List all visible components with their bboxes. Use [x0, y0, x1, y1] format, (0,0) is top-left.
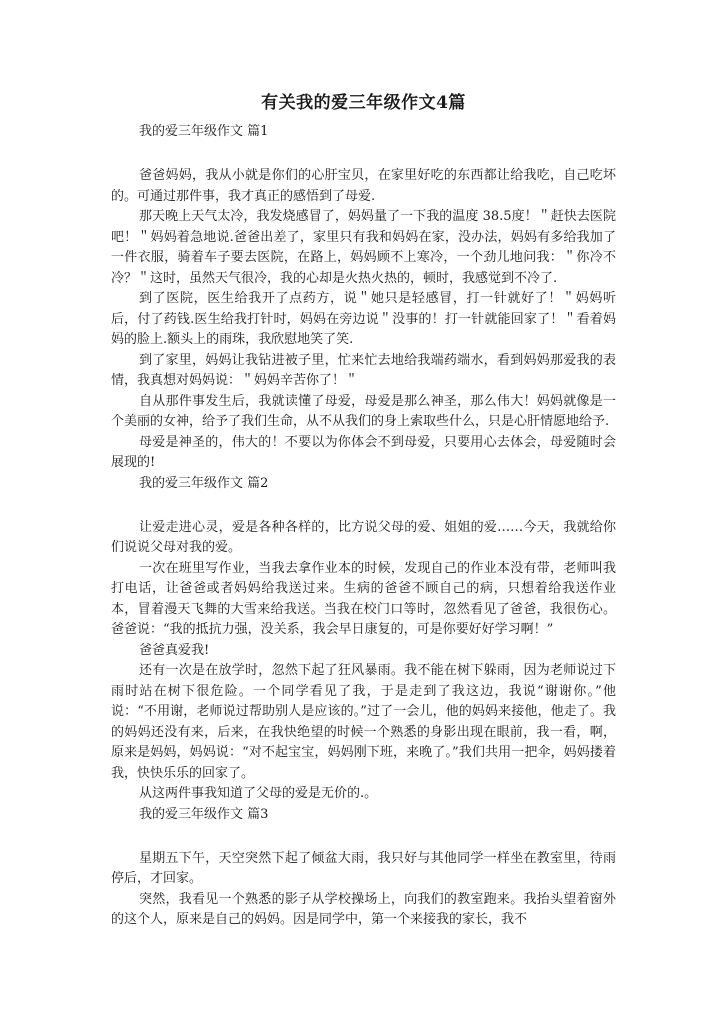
paragraph: 爸爸真爱我! [139, 642, 210, 658]
paragraph: 星期五下午，天空突然下起了倾盆大雨，我只好与其他同学一样坐在教室里，待雨停后，才回家。 [111, 850, 616, 886]
paragraph: 爸爸妈妈，我从小就是你们的心肝宝贝，在家里好吃的东西都让给我吃，自己吃坏的。可通过那件事，我才真正的感悟到了母爱. [111, 168, 616, 204]
paragraph: 突然，我看见一个熟悉的影子从学校操场上，向我们的教室跑来。我抬头望着窗外的这个人，原来是自己的妈妈。因是同学中，第一个来接我的家长，我不 [111, 891, 616, 927]
document-page [111, 92, 616, 931]
paragraph: 到了医院，医生给我开了点药方，说＂她只是轻感冒，打一针就好了！＂妈妈听后，付了药钱.医生给我打针时，妈妈在旁边说＂没事的！打一针就能回家了！＂看着妈妈的脸上.额头上的雨珠，我欣慰地笑了笑. [111, 291, 616, 347]
paragraph: 那天晚上天气太冷，我发烧感冒了，妈妈量了一下我的温度 38.5度！＂赶快去医院吧！＂妈妈着急地说.爸爸出差了，家里只有我和妈妈在家，没办法，妈妈有多给我加了一件衣服，骑着车子要去医院，在路上，妈妈顾不上寒冷，一个劲儿地问我：＂你冷不冷？＂这时，虽然天气很冷，我的心却是火热火热的，顿时，我感觉到不冷了. [111, 209, 616, 286]
section-gap [111, 825, 616, 849]
paragraph: 让爱走进心灵，爱是各种各样的，比方说父母的爱、姐姐的爱……今天，我就给你们说说父母对我的爱。 [111, 519, 616, 555]
document-title: 有关我的爱三年级作文4篇 [261, 93, 466, 113]
section-heading-1: 我的爱三年级作文 篇1 [139, 124, 269, 139]
section-gap [111, 142, 616, 166]
paragraph: 还有一次是在放学时，忽然下起了狂风暴雨。我不能在树下躲雨，因为老师说过下雨时站在树下很危险。一个同学看见了我，于是走到了我这边，我说“谢谢你。”他说：“不用谢，老师说过帮助别人是应该的。”过了一会儿，他的妈妈来接他，他走了。我的妈妈还没有来，后来，在我快绝望的时候一个熟悉的身影出现在眼前，我一看，啊，原来是妈妈，妈妈说：“对不起宝宝，妈妈刚下班，来晚了。”我们共用一把伞，妈妈搂着我，快快乐乐的回家了。 [111, 663, 616, 781]
section-heading-2: 我的爱三年级作文 篇2 [139, 475, 269, 491]
section-heading-3: 我的爱三年级作文 篇3 [139, 806, 269, 822]
paragraph: 自从那件事发生后，我就读懂了母爱，母爱是那么神圣，那么伟大！妈妈就像是一个美丽的女神，给予了我们生命，从不从我们的身上索取些什么，只是心肝情愿地给予. [111, 393, 616, 429]
section-gap [111, 494, 616, 518]
paragraph: 到了家里，妈妈让我钻进被子里，忙来忙去地给我端药端水，看到妈妈那爱我的表情，我真想对妈妈说：＂妈妈辛苦你了！＂ [111, 352, 616, 388]
paragraph: 一次在班里写作业，当我去拿作业本的时候，发现自己的作业本没有带，老师叫我打电话，让爸爸或者妈妈给我送过来。生病的爸爸不顾自己的病，只想着给我送作业本，冒着漫天飞舞的大雪来给我送。当我在校门口等时，忽然看见了爸爸，我很伤心。爸爸说：“我的抵抗力强，没关系，我会早日康复的，可是你要好好学习啊！” [111, 560, 616, 637]
paragraph: 母爱是神圣的，伟大的！不要以为你体会不到母爱，只要用心去体会，母爱随时会展现的! [111, 434, 616, 470]
paragraph: 从这两件事我知道了父母的爱是无价的.。 [139, 786, 378, 801]
